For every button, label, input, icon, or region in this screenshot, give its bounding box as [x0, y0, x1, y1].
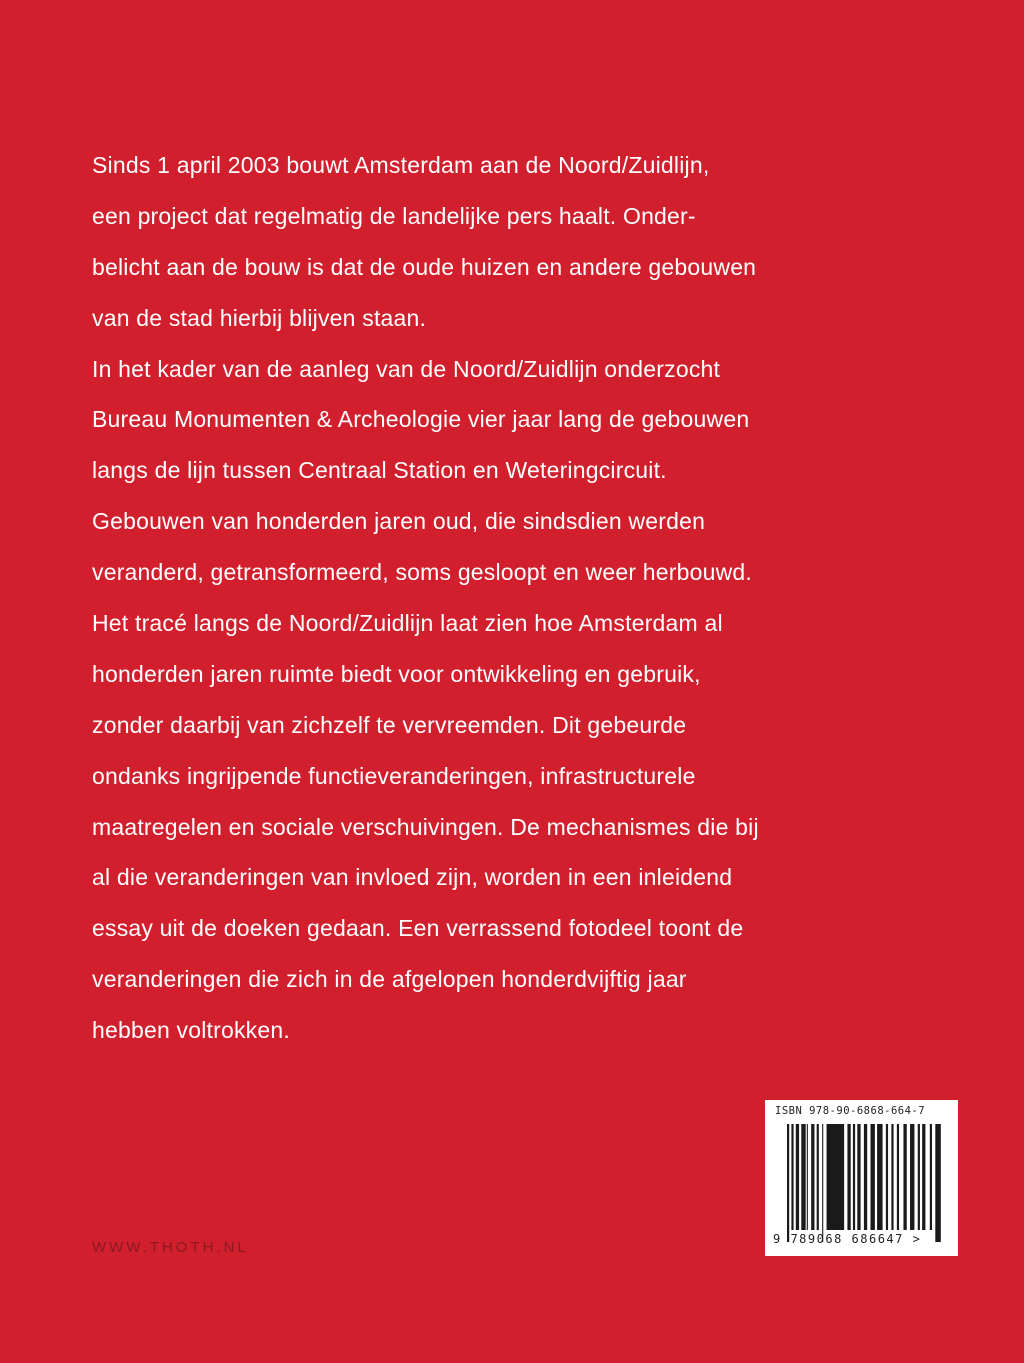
blurb-line: al die veranderingen van invloed zijn, worden in een inleidend [92, 864, 733, 891]
barcode-bar [811, 1124, 814, 1230]
blurb-line: Sinds 1 april 2003 bouwt Amsterdam aan de Noord/Zuidlijn, [92, 152, 710, 178]
barcode-digits: 9 789068 686647 > [773, 1232, 922, 1246]
barcode-bar [864, 1124, 867, 1230]
blurb-line: Gebouwen van honderden jaren oud, die sindsdien werden [92, 508, 706, 535]
barcode-bar [886, 1124, 888, 1230]
blurb-line: maatregelen en sociale verschuivingen. De mechanismes die bij [92, 813, 759, 840]
publisher-url: WWW.THOTH.NL [92, 1239, 249, 1256]
barcode-bar [918, 1124, 920, 1230]
barcode-bar [903, 1124, 906, 1230]
barcode-bar [935, 1124, 940, 1242]
blurb-line: veranderd, getransformeerd, soms gesloopt en weer herbouwd. [92, 559, 752, 586]
blurb-line: honderden jaren ruimte biedt voor ontwikkeling en gebruik, [92, 660, 701, 687]
barcode-bar [847, 1124, 850, 1230]
barcode-bar [922, 1124, 925, 1230]
barcode-bar [910, 1124, 914, 1230]
back-cover-blurb [92, 148, 892, 1064]
barcode-bar [791, 1124, 793, 1230]
blurb-line: zonder daarbij van zichzelf te vervreemden. Dit gebeurde [92, 711, 687, 738]
blurb-line: hebben voltrokken. [92, 1017, 290, 1044]
barcode-bar [807, 1124, 808, 1230]
blurb-line: van de stad hierbij blijven staan. [92, 304, 427, 331]
isbn-label: ISBN 978-90-6868-664-7 [775, 1105, 926, 1117]
barcode-bar [930, 1124, 932, 1230]
barcode-bar [857, 1124, 860, 1230]
barcode-bar [870, 1124, 874, 1230]
barcode-bars [787, 1124, 943, 1246]
blurb-line: Het tracé langs de Noord/Zuidlijn laat zien hoe Amsterdam al [92, 610, 723, 637]
barcode-bar [796, 1124, 799, 1230]
barcode-bar [827, 1124, 845, 1230]
blurb-line: een project dat regelmatig de landelijke pers haalt. Onder- [92, 202, 696, 229]
blurb-line: langs de lijn tussen Centraal Station en Weteringcircuit. [92, 457, 667, 484]
barcode-bar [817, 1124, 819, 1230]
blurb-line: In het kader van de aanleg van de Noord/Zuidlijn onderzocht [92, 355, 721, 382]
barcode-bar [787, 1124, 789, 1242]
blurb-line: belicht aan de bouw is dat de oude huizen en andere gebouwen [92, 253, 757, 280]
barcode-bar [891, 1124, 893, 1230]
barcode-bar [801, 1124, 805, 1230]
barcode-bar [877, 1124, 882, 1230]
blurb-line: ondanks ingrijpende functieveranderingen, infrastructurele [92, 762, 696, 789]
barcode-bar [897, 1124, 899, 1230]
blurb-line: essay uit de doeken gedaan. Een verrassend fotodeel toont de [92, 915, 744, 942]
barcode-bar [853, 1124, 855, 1230]
barcode-bar [822, 1124, 823, 1242]
blurb-line: Bureau Monumenten & Archeologie vier jaar lang de gebouwen [92, 406, 750, 433]
isbn-barcode [765, 1100, 958, 1256]
blurb-line: veranderingen die zich in de afgelopen honderdvijftig jaar [92, 966, 687, 993]
